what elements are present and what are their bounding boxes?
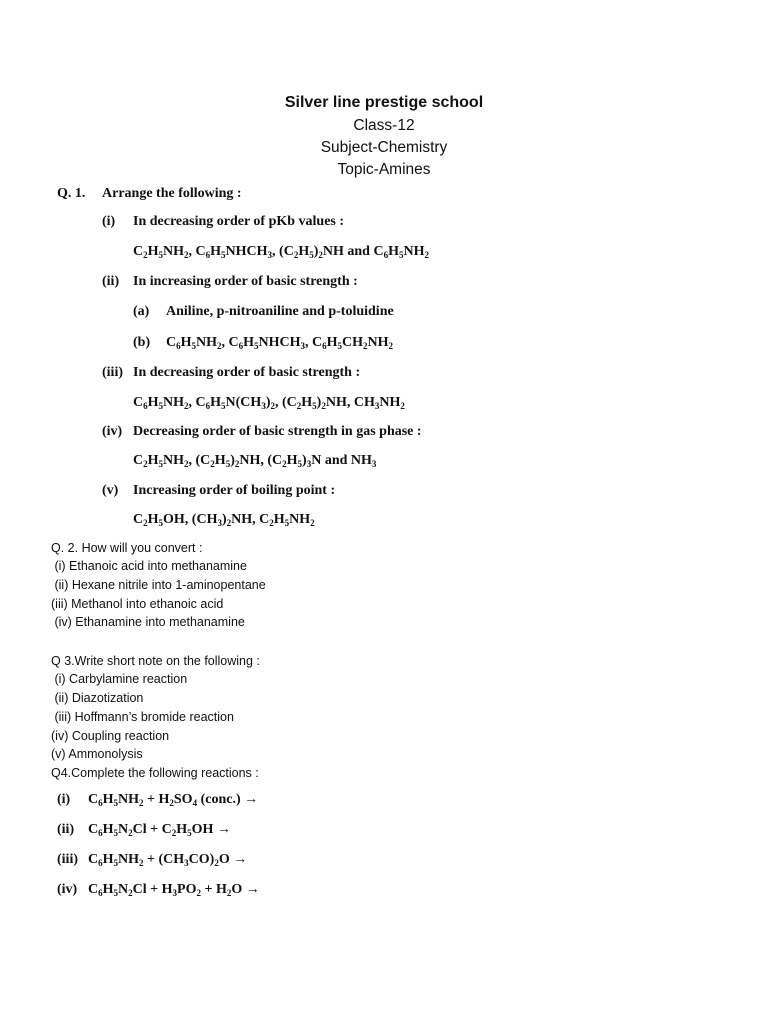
- q1-i-formula: $C_2H_5NH_2$, $C_6H_5NHCH_3$, $(C_2H_5)_2NH$ and $C_6H_5NH_2$: [133, 244, 429, 260]
- q1-ii-number: (ii): [102, 274, 120, 289]
- q4-reaction-number: (ii): [57, 822, 75, 837]
- q3-item: (iv) Coupling reaction: [51, 729, 170, 743]
- q1-ii-b-number: (b): [133, 335, 151, 350]
- q1-iv-formula: $C_2H_5NH_2$, $(C_2H_5)_2NH$, $(C_2H_5)_3N$ and $NH_3$: [133, 453, 377, 469]
- q4-reaction-number: (iii): [57, 852, 78, 867]
- q3-heading: Q 3.Write short note on the following :: [51, 654, 260, 668]
- subject-label: Subject-Chemistry: [320, 139, 448, 156]
- q1-i-label: In decreasing order of pKb values :: [133, 214, 345, 229]
- q1-ii-label: In increasing order of basic strength :: [133, 274, 358, 289]
- q1-v-number: (v): [102, 483, 119, 498]
- q1-ii-a-text: Aniline, p-nitroaniline and p-toluidine: [166, 304, 394, 319]
- q2-heading: Q. 2. How will you convert :: [51, 541, 203, 555]
- q1-i-number: (i): [102, 214, 116, 229]
- q1-iv-label: Decreasing order of basic strength in gas phase :: [133, 424, 422, 439]
- q1-heading: Arrange the following :: [102, 186, 242, 201]
- class-label: Class-12: [353, 117, 415, 134]
- q2-item: (iv) Ethanamine into methanamine: [51, 615, 245, 629]
- q4-heading: Q4.Complete the following reactions :: [51, 766, 259, 780]
- q2-item: (iii) Methanol into ethanoic acid: [51, 597, 224, 611]
- q4-reaction-number: (iv): [57, 882, 78, 897]
- q3-item: (ii) Diazotization: [51, 691, 144, 705]
- q4-reaction-number: (i): [57, 792, 71, 807]
- q3-item: (iii) Hoffmann’s bromide reaction: [51, 710, 234, 724]
- q1-iii-formula: $C_6H_5NH_2$, $C_6H_5N(CH_3)_2$, $(C_2H_5)_2NH$, $CH_3NH_2$: [133, 395, 405, 411]
- q2-item: (ii) Hexane nitrile into 1-aminopentane: [51, 578, 266, 592]
- q1-ii-b-formula: $C_6H_5NH_2$, $C_6H_5NHCH_3$, $C_6H_5CH_2NH_2$: [166, 335, 394, 351]
- q4-reaction-formula: $C_6H_5N_2Cl + H_3PO_2 + H_2O$ →: [88, 882, 260, 898]
- q4-reaction-formula: $C_6H_5NH_2 + H_2SO_4$ (conc.) →: [88, 792, 259, 808]
- q1-iii-number: (iii): [102, 365, 123, 380]
- topic-label: Topic-Amines: [337, 161, 431, 178]
- q1-v-label: Increasing order of boiling point :: [133, 483, 336, 498]
- q3-item: (i) Carbylamine reaction: [51, 672, 188, 686]
- q4-reaction-formula: $C_6H_5NH_2 + (CH_3CO)_2O$ →: [88, 852, 248, 868]
- q3-item: (v) Ammonolysis: [51, 747, 143, 761]
- q1-iii-label: In decreasing order of basic strength :: [133, 365, 361, 380]
- q4-reaction-formula: $C_6H_5N_2Cl + C_2H_5OH$ →: [88, 822, 231, 838]
- q1-number: Q. 1.: [57, 186, 86, 201]
- q1-ii-a-number: (a): [133, 304, 150, 319]
- q2-item: (i) Ethanoic acid into methanamine: [51, 559, 247, 573]
- q1-iv-number: (iv): [102, 424, 123, 439]
- school-name: Silver line prestige school: [284, 94, 484, 111]
- q1-v-formula: $C_2H_5OH$, $(CH_3)_2NH$, $C_2H_5NH_2$: [133, 512, 315, 528]
